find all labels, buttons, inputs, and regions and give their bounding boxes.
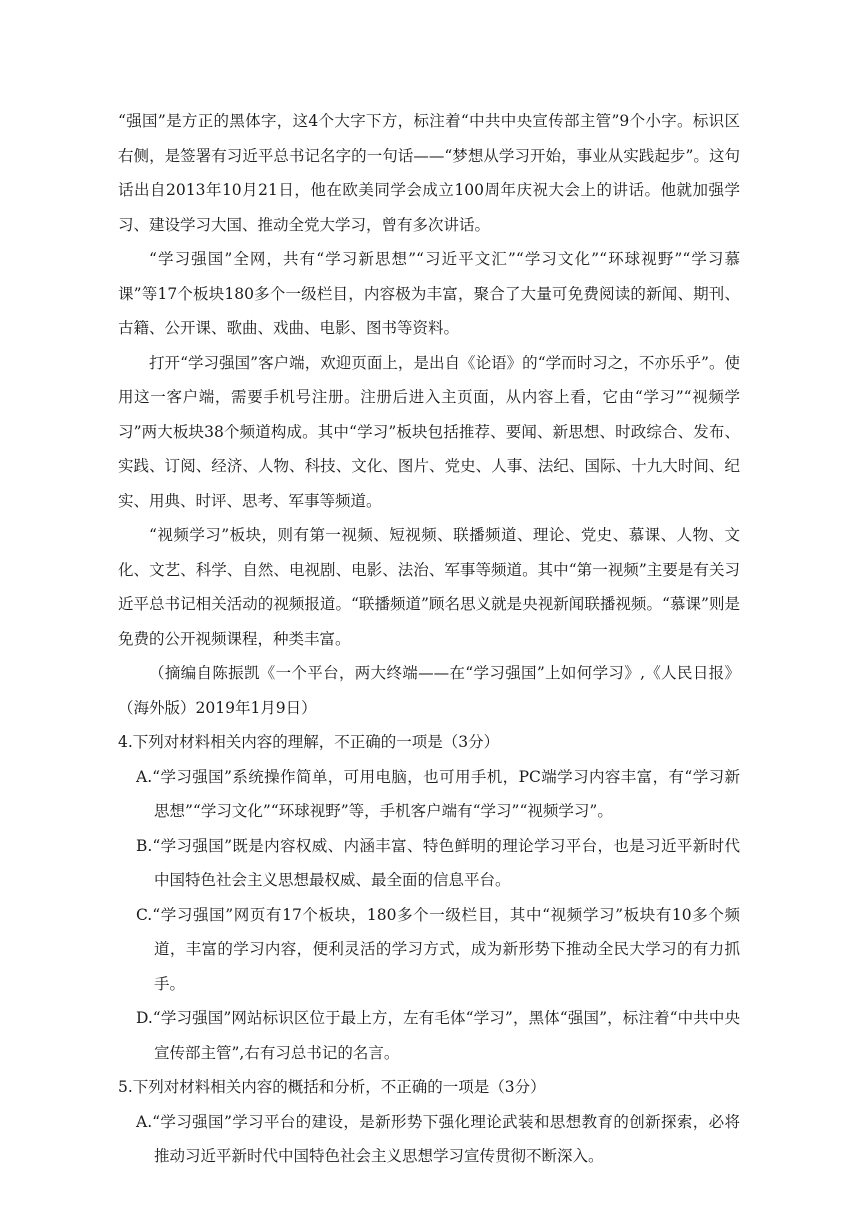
question-4-option-a: A.“学习强国”系统操作简单，可用电脑，也可用手机，PC端学习内容丰富，有“学习新思想”“学习文化”“环球视野”等，手机客户端有“学习”“视频学习”。: [136, 767, 740, 820]
document-page: [118, 104, 740, 1174]
question-5-option-a: A.“学习强国”学习平台的建设，是新形势下强化理论武装和思想教育的创新探索，必将推动习近平新时代中国特色社会主义思想学习宣传贯彻不断深入。: [136, 1112, 740, 1165]
passage-paragraph-3: 打开“学习强国”客户端，欢迎页面上，是出自《论语》的“学而时习之，不亦乐乎”。使用这一客户端，需要手机号注册。注册后进入主页面，从内容上看，它由“学习”“视频学习”两大板块38个频道构成。其中“学习”板块包括推荐、要闻、新思想、时政综合、发布、实践、订阅、经济、人物、科技、文化、图片、党史、人事、法纪、国际、十九大时间、纪实、用典、时评、思考、军事等频道。: [118, 353, 740, 510]
question-4-stem: 4.下列对材料相关内容的理解，不正确的一项是（3分）: [118, 733, 500, 751]
passage-paragraph-4: “视频学习”板块，则有第一视频、短视频、联播频道、理论、党史、慕课、人物、文化、文艺、科学、自然、电视剧、电影、法治、军事等频道。其中“第一视频”主要是有关习近平总书记相关活动的视频报道。“联播频道”顾名思义就是央视新闻联播视频。“慕课”则是免费的公开视频课程，种类丰富。: [118, 526, 740, 648]
passage-paragraph-1: “强国”是方正的黑体字，这4个大字下方，标注着“中共中央宣传部主管”9个小字。标识区右侧，是签署有习近平总书记名字的一句话——“梦想从学习开始，事业从实践起步”。这句话出自2013年10月21日，他在欧美同学会成立100周年庆祝大会上的讲话。他就加强学习、建设学习大国、推动全党大学习，曾有多次讲话。: [118, 112, 740, 234]
question-4-option-d: D.“学习强国”网站标识区位于最上方，左有毛体“学习”，黑体“强国”，标注着“中共中央宣传部主管”,右有习总书记的名言。: [136, 1009, 740, 1062]
question-4-option-b: B.“学习强国”既是内容权威、内涵丰富、特色鲜明的理论学习平台，也是习近平新时代中国特色社会主义思想最权威、最全面的信息平台。: [136, 836, 740, 889]
question-5-stem: 5.下列对材料相关内容的概括和分析，不正确的一项是（3分）: [118, 1078, 546, 1096]
passage-source: （摘编自陈振凯《一个平台，两大终端——在“学习强国”上如何学习》,《人民日报》（海外版）2019年1月9日）: [118, 664, 740, 717]
passage-paragraph-2: “学习强国”全网，共有“学习新思想”“习近平文汇”“学习文化”“环球视野”“学习慕课”等17个板块180多个一级栏目，内容极为丰富，聚合了大量可免费阅读的新闻、期刊、古籍、公开课、歌曲、戏曲、电影、图书等资料。: [118, 250, 740, 337]
question-4-option-c: C.“学习强国”网页有17个板块，180多个一级栏目，其中“视频学习”板块有10多个频道，丰富的学习内容，便利灵活的学习方式，成为新形势下推动全民大学习的有力抓手。: [136, 905, 740, 993]
